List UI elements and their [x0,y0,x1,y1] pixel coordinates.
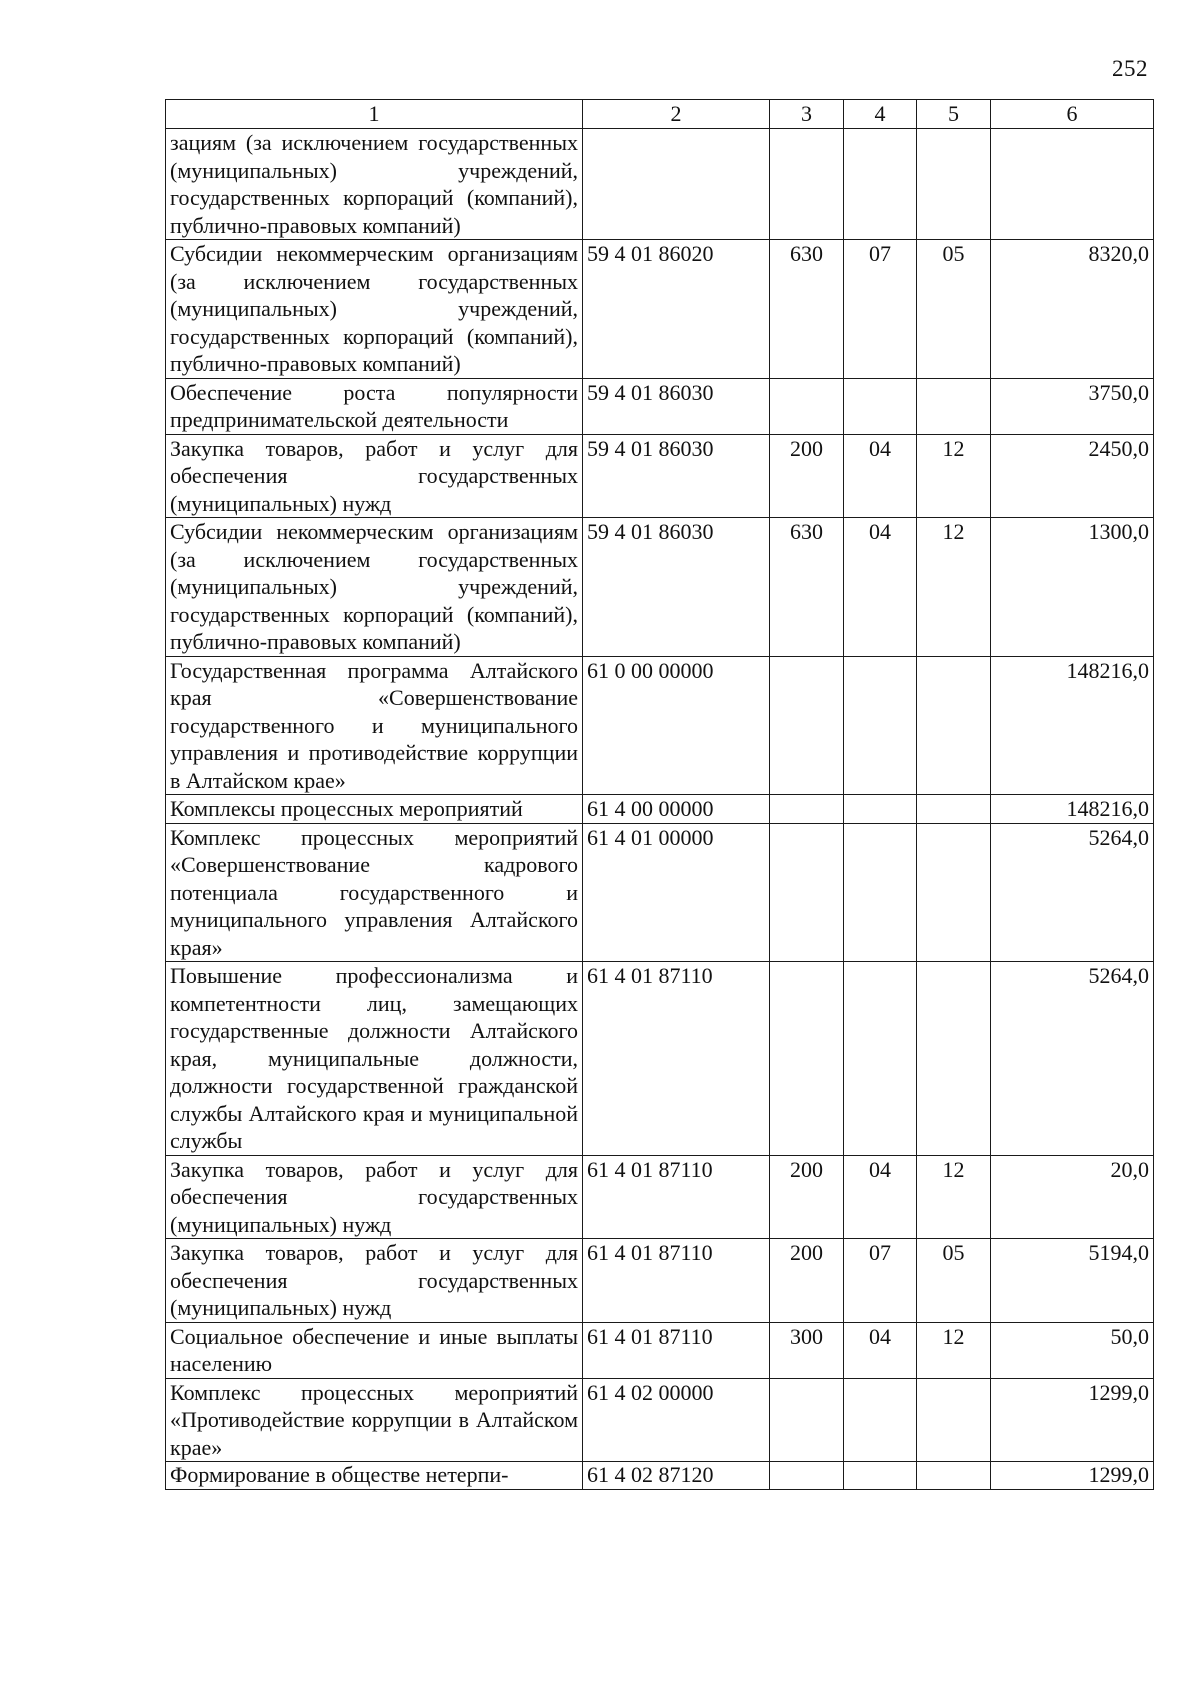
row-section [844,962,917,1156]
row-description: Субсидии некоммерческим организациям (за исключением государственных (муниципальных) учреждений, государственных корпораций (компаний), публично-правовых компаний) [166,518,583,657]
table-row [166,795,1154,824]
row-subsection [917,962,991,1156]
row-amount: 50,0 [991,1322,1154,1378]
row-target-code: 61 4 01 87110 [583,1239,770,1323]
table-row [166,434,1154,518]
table-row [166,1155,1154,1239]
column-header-5: 5 [917,100,991,129]
column-header-1: 1 [166,100,583,129]
row-target-code: 61 4 02 87120 [583,1462,770,1490]
row-section: 07 [844,1239,917,1323]
row-subsection: 12 [917,1322,991,1378]
row-expense-type [770,795,844,824]
row-expense-type: 630 [770,240,844,379]
row-section [844,378,917,434]
row-expense-type: 200 [770,434,844,518]
row-section [844,1462,917,1490]
header-row [166,100,1154,129]
table-row [166,1322,1154,1378]
row-section: 04 [844,518,917,657]
row-description: Обеспечение роста популярности предпринимательской деятельности [166,378,583,434]
row-expense-type [770,823,844,962]
table-row [166,129,1154,240]
table-row [166,656,1154,795]
row-subsection: 05 [917,1239,991,1323]
row-amount: 3750,0 [991,378,1154,434]
row-subsection [917,795,991,824]
table-row [166,1239,1154,1323]
row-target-code: 59 4 01 86030 [583,434,770,518]
column-header-6: 6 [991,100,1154,129]
row-amount: 8320,0 [991,240,1154,379]
row-subsection: 05 [917,240,991,379]
row-section [844,129,917,240]
row-amount: 5264,0 [991,962,1154,1156]
table-row [166,240,1154,379]
row-description: Социальное обеспечение и иные выплаты населению [166,1322,583,1378]
row-section [844,656,917,795]
table-row [166,823,1154,962]
row-target-code: 59 4 01 86020 [583,240,770,379]
row-target-code: 61 4 01 87110 [583,1322,770,1378]
row-section: 07 [844,240,917,379]
row-section [844,1378,917,1462]
row-subsection: 12 [917,518,991,657]
row-target-code: 61 4 01 00000 [583,823,770,962]
row-amount: 1299,0 [991,1462,1154,1490]
row-amount: 148216,0 [991,795,1154,824]
row-expense-type [770,378,844,434]
row-expense-type: 630 [770,518,844,657]
row-subsection: 12 [917,434,991,518]
row-target-code: 61 4 01 87110 [583,1155,770,1239]
row-amount: 1299,0 [991,1378,1154,1462]
row-target-code: 61 4 00 00000 [583,795,770,824]
row-amount: 20,0 [991,1155,1154,1239]
row-expense-type [770,1378,844,1462]
column-header-3: 3 [770,100,844,129]
row-target-code: 61 4 02 00000 [583,1378,770,1462]
row-target-code: 61 0 00 00000 [583,656,770,795]
row-description: Закупка товаров, работ и услуг для обеспечения государственных (муниципальных) нужд [166,1155,583,1239]
row-description: зациям (за исключением государственных (муниципальных) учреждений, государственных корпораций (компаний), публично-правовых компаний) [166,129,583,240]
row-amount: 5194,0 [991,1239,1154,1323]
row-description: Комплексы процессных мероприятий [166,795,583,824]
column-header-4: 4 [844,100,917,129]
column-header-2: 2 [583,100,770,129]
row-amount: 2450,0 [991,434,1154,518]
row-target-code: 61 4 01 87110 [583,962,770,1156]
row-section: 04 [844,434,917,518]
table-row [166,1378,1154,1462]
row-expense-type [770,962,844,1156]
row-amount: 5264,0 [991,823,1154,962]
row-description: Государственная программа Алтайского края «Совершенствование государственного и муниципального управления и противодействие коррупции в Алтайском крае» [166,656,583,795]
table-row [166,518,1154,657]
row-subsection [917,656,991,795]
row-description: Комплекс процессных мероприятий «Совершенствование кадрового потенциала государственного и муниципального управления Алтайского края» [166,823,583,962]
row-amount: 148216,0 [991,656,1154,795]
table-row [166,378,1154,434]
row-section [844,823,917,962]
row-section: 04 [844,1155,917,1239]
row-expense-type [770,1462,844,1490]
row-expense-type [770,656,844,795]
row-subsection [917,378,991,434]
table-header [166,100,1154,129]
row-expense-type: 200 [770,1155,844,1239]
table-row [166,962,1154,1156]
row-amount: 1300,0 [991,518,1154,657]
row-description: Закупка товаров, работ и услуг для обеспечения государственных (муниципальных) нужд [166,434,583,518]
row-description: Повышение профессионализма и компетентности лиц, замещающих государственные должности Алтайского края, муниципальные должности, должности государственной гражданской службы Алтайского края и муниципальной службы [166,962,583,1156]
row-section [844,795,917,824]
row-description: Формирование в обществе нетерпи- [166,1462,583,1490]
row-target-code: 59 4 01 86030 [583,378,770,434]
row-expense-type: 200 [770,1239,844,1323]
row-subsection [917,1462,991,1490]
row-subsection [917,1378,991,1462]
page-number: 252 [1112,56,1148,81]
row-description: Комплекс процессных мероприятий «Противодействие коррупции в Алтайском крае» [166,1378,583,1462]
row-description: Закупка товаров, работ и услуг для обеспечения государственных (муниципальных) нужд [166,1239,583,1323]
row-expense-type: 300 [770,1322,844,1378]
table-row [166,1462,1154,1490]
row-amount [991,129,1154,240]
row-subsection [917,823,991,962]
row-expense-type [770,129,844,240]
budget-table [165,99,1154,1490]
row-section: 04 [844,1322,917,1378]
row-subsection [917,129,991,240]
row-target-code: 59 4 01 86030 [583,518,770,657]
row-description: Субсидии некоммерческим организациям (за исключением государственных (муниципальных) учреждений, государственных корпораций (компаний), публично-правовых компаний) [166,240,583,379]
table-body [166,129,1154,1490]
row-target-code [583,129,770,240]
row-subsection: 12 [917,1155,991,1239]
